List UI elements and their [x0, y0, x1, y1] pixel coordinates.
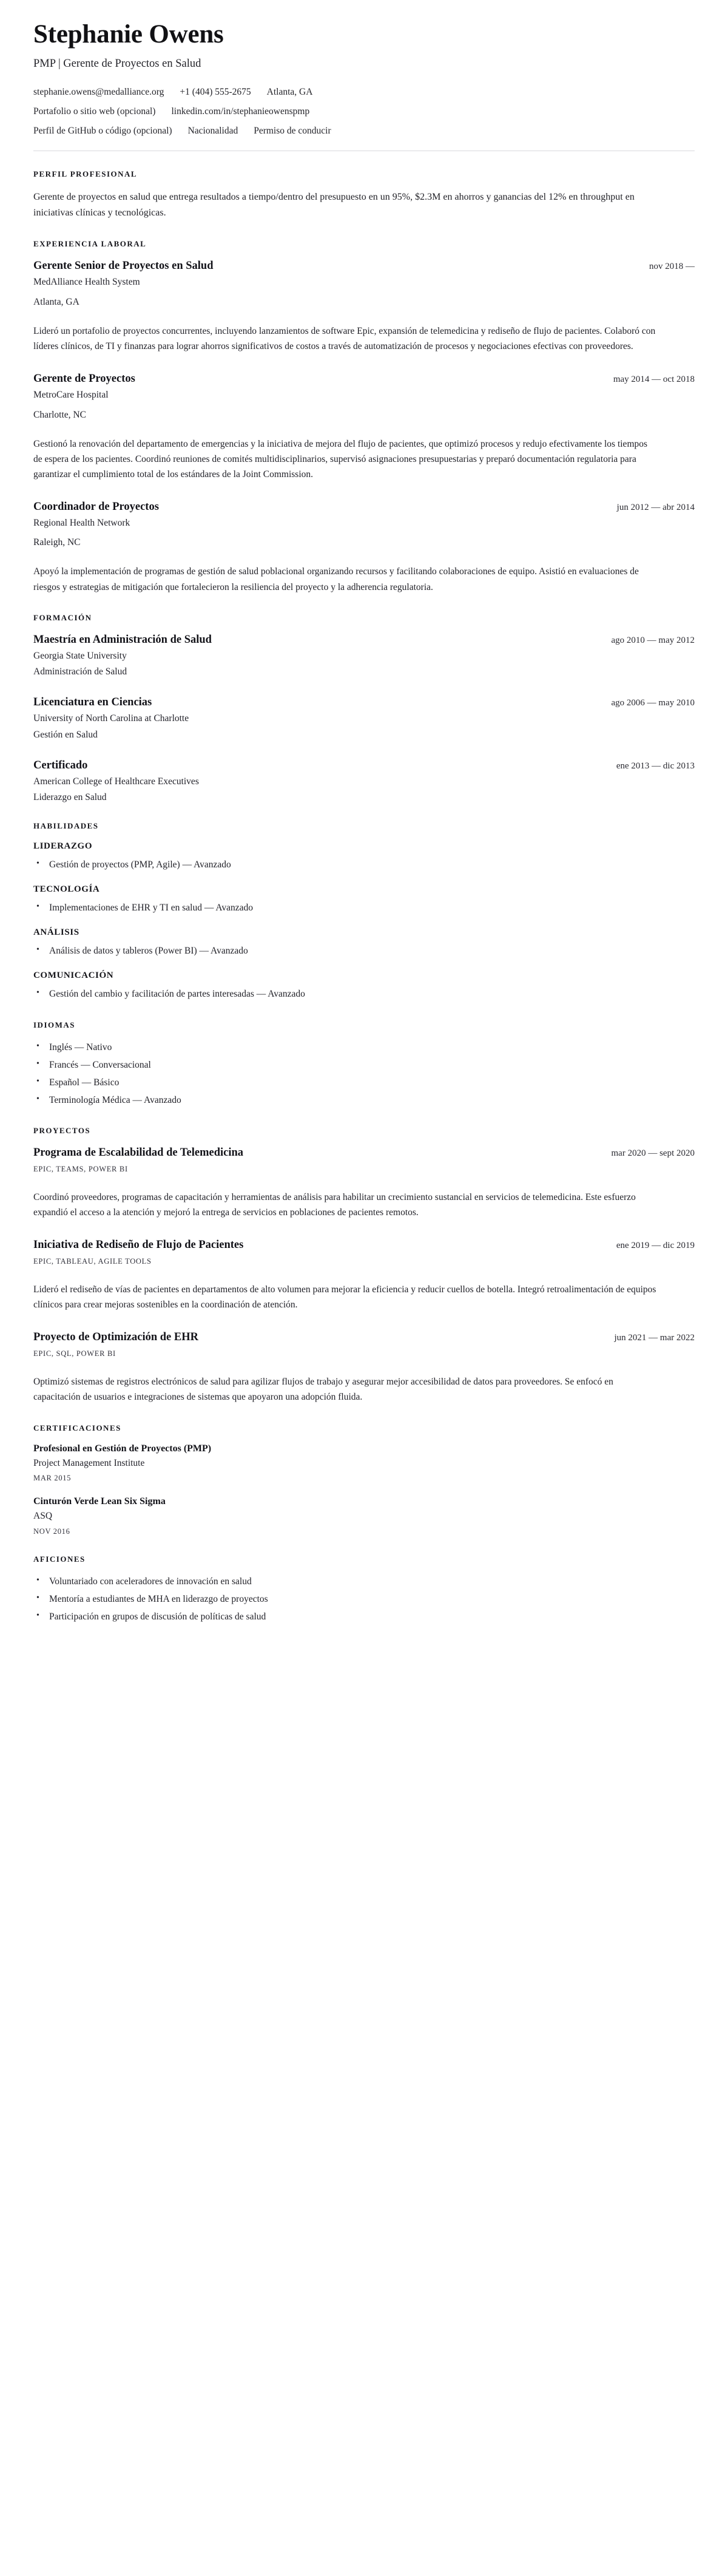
resume-header [33, 20, 695, 137]
contact-block [33, 87, 695, 137]
page-bottom-spacer [33, 1627, 695, 1652]
hobby-item: • Mentoría a estudiantes de MHA en liderazgo de proyectos [33, 1592, 695, 1607]
project-title: Proyecto de Optimización de EHR [33, 1331, 198, 1344]
contact-row-primary [33, 87, 695, 98]
degree-title: Licenciatura en Ciencias [33, 696, 152, 709]
degree-date-range: ene 2013 — dic 2013 [616, 761, 695, 771]
certification-issuer: Project Management Institute [33, 1457, 145, 1468]
section-hobbies [33, 1554, 695, 1624]
education-entry [33, 633, 695, 678]
project-description: Coordinó proveedores, programas de capacitación y herramientas de análisis para habilitar un crecimiento sustancial en servicios de telemedicina. Este esfuerzo expandió el acceso a la atención y mejoró la entrega de servicios en poblaciones de pacientes remotos. [33, 1191, 636, 1218]
section-languages [33, 1020, 695, 1108]
project-entry [33, 1238, 695, 1312]
certification-date: MAR 2015 [33, 1474, 72, 1483]
skill-item: • Análisis de datos y tableros (Power BI) — Avanzado [33, 944, 695, 958]
job-description: Lideró un portafolio de proyectos concurrentes, incluyendo lanzamientos de software Epic, expansión de telemedicina y rediseño de flujo de pacientes. Colaboró con líderes clínicos, de TI y finanzas para lograr ahorros significativos de costos a través de automatización de procesos y negociaciones efectivas con proveedores. [33, 325, 656, 351]
project-entry-head [33, 1238, 695, 1252]
project-entry [33, 1146, 695, 1220]
contact-email[interactable]: stephanie.owens@medalliance.org [33, 87, 164, 98]
job-date-range: nov 2018 — [649, 262, 695, 272]
skill-item: • Gestión del cambio y facilitación de partes interesadas — Avanzado [33, 987, 695, 1002]
project-tech-stack: EPIC, TABLEAU, AGILE TOOLS [33, 1257, 152, 1266]
section-title-projects: PROYECTOS [33, 1125, 91, 1135]
school-name: University of North Carolina at Charlotte [33, 713, 189, 724]
project-date-range: jun 2021 — mar 2022 [614, 1333, 695, 1343]
project-date-range: mar 2020 — sept 2020 [611, 1148, 695, 1158]
section-title-languages: IDIOMAS [33, 1020, 76, 1029]
language-item: • Francés — Conversacional [33, 1058, 695, 1073]
job-organization: MetroCare Hospital [33, 390, 109, 401]
skill-item: • Gestión de proyectos (PMP, Agile) — Avanzado [33, 858, 695, 872]
language-item: • Inglés — Nativo [33, 1040, 695, 1055]
project-tech-stack: EPIC, TEAMS, POWER BI [33, 1164, 128, 1173]
project-date-range: ene 2019 — dic 2019 [616, 1240, 695, 1250]
degree-date-range: ago 2010 — may 2012 [611, 635, 695, 645]
job-date-range: may 2014 — oct 2018 [613, 374, 695, 384]
section-title-education: FORMACIÓN [33, 612, 92, 622]
contact-nationality: Nacionalidad [187, 126, 238, 137]
skill-group-tecnologia [33, 884, 695, 915]
job-organization: Regional Health Network [33, 517, 130, 528]
certification-issuer: ASQ [33, 1511, 53, 1522]
section-skills [33, 821, 695, 1002]
experience-entry-head [33, 372, 695, 386]
skill-group-title: COMUNICACIÓN [33, 971, 114, 981]
section-title-profile: PERFIL PROFESIONAL [33, 169, 138, 179]
profile-summary-text: Gerente de proyectos en salud que entrega resultados a tiempo/dentro del presupuesto en un 95%, $2.3M en ahorros y ganancias del 12% en throughput en iniciativas clínicas y tecnológicas. [33, 192, 635, 219]
degree-title: Certificado [33, 759, 88, 771]
section-title-experience: EXPERIENCIA LABORAL [33, 239, 147, 249]
job-title: Gerente Senior de Proyectos en Salud [33, 260, 214, 273]
project-entry [33, 1330, 695, 1405]
contact-driving-license: Permiso de conducir [254, 126, 331, 137]
contact-linkedin[interactable]: linkedin.com/in/stephanieowenspmp [171, 106, 310, 117]
hobby-item: • Voluntariado con aceleradores de innovación en salud [33, 1574, 695, 1589]
experience-entry [33, 372, 695, 482]
language-item: • Español — Básico [33, 1076, 695, 1090]
degree-date-range: ago 2006 — may 2010 [611, 698, 695, 708]
job-date-range: jun 2012 — abr 2014 [616, 502, 695, 512]
section-projects [33, 1126, 695, 1405]
hobby-item: • Participación en grupos de discusión de políticas de salud [33, 1610, 695, 1624]
school-name: Georgia State University [33, 650, 127, 661]
job-organization: MedAlliance Health System [33, 277, 140, 288]
section-title-skills: HABILIDADES [33, 821, 99, 831]
experience-entry-head [33, 500, 695, 514]
project-description: Optimizó sistemas de registros electrónicos de salud para agilizar flujos de trabajo y asegurar mejor accesibilidad de datos para proveedores. Se enfocó en capacitación de usuarios e integraciones de sistemas que apoyaron una adopción fluida. [33, 1377, 613, 1403]
degree-title: Maestría en Administración de Salud [33, 633, 212, 646]
job-title: Gerente de Proyectos [33, 372, 135, 385]
project-description: Lideró el rediseño de vías de pacientes en departamentos de alto volumen para mejorar la eficiencia y reducir cuellos de botella. Integró retroalimentación de equipos clínicos para crear mejoras sostenibles en la coordinación de atención. [33, 1284, 656, 1310]
contact-row-web [33, 106, 695, 117]
project-tech-stack: EPIC, SQL, POWER BI [33, 1349, 116, 1358]
education-entry-head [33, 696, 695, 710]
skill-item: • Implementaciones de EHR y TI en salud — Avanzado [33, 901, 695, 915]
resume-page [0, 20, 728, 1652]
skill-group-liderazgo [33, 841, 695, 872]
contact-phone[interactable]: +1 (404) 555-2675 [180, 87, 251, 98]
section-title-hobbies: AFICIONES [33, 1554, 86, 1564]
experience-entry [33, 500, 695, 595]
field-of-study: Liderazgo en Salud [33, 792, 107, 803]
certification-name: Cinturón Verde Lean Six Sigma [33, 1496, 166, 1507]
education-entry-head [33, 633, 695, 647]
contact-github[interactable]: Perfil de GitHub o código (opcional) [33, 126, 172, 137]
certification-entry [33, 1496, 695, 1536]
skill-list [33, 901, 695, 915]
candidate-headline: PMP | Gerente de Proyectos en Salud [33, 58, 201, 70]
language-list [33, 1040, 695, 1108]
contact-row-extra [33, 126, 695, 137]
project-title: Iniciativa de Rediseño de Flujo de Pacientes [33, 1238, 244, 1251]
certification-name: Profesional en Gestión de Proyectos (PMP) [33, 1443, 212, 1454]
experience-entry [33, 259, 695, 354]
candidate-name: Stephanie Owens [33, 20, 224, 49]
skill-group-analisis [33, 927, 695, 958]
experience-entry-head [33, 259, 695, 273]
contact-location: Atlanta, GA [266, 87, 313, 98]
skill-group-title: ANÁLISIS [33, 927, 79, 938]
project-entry-head [33, 1146, 695, 1160]
project-title: Programa de Escalabilidad de Telemedicina [33, 1146, 244, 1159]
section-education [33, 613, 695, 804]
field-of-study: Gestión en Salud [33, 729, 98, 740]
education-entry-head [33, 759, 695, 773]
skill-group-title: LIDERAZGO [33, 841, 93, 852]
certification-entry [33, 1443, 695, 1483]
skill-list [33, 858, 695, 872]
skill-list [33, 944, 695, 958]
field-of-study: Administración de Salud [33, 666, 127, 677]
contact-portfolio[interactable]: Portafolio o sitio web (opcional) [33, 106, 156, 117]
job-location: Atlanta, GA [33, 296, 79, 307]
job-title: Coordinador de Proyectos [33, 500, 159, 513]
job-description: Gestionó la renovación del departamento de emergencias y la iniciativa de mejora del flujo de pacientes, que optimizó procesos y redujo efectivamente los tiempos de espera de los pacientes. Coordinó reuniones de comités multidisciplinarios, supervisó asignaciones presupuestarias y preparó documentación regulatoria para garantizar el cumplimiento total de los estándares de la Joint Commission. [33, 438, 648, 480]
job-description: Apoyó la implementación de programas de gestión de salud poblacional organizando recursos y facilitando colaboraciones de equipo. Asistió en evaluaciones de riesgos y estrategias de mitigación que fortalecieron la resiliencia del proyecto y la adherencia regulatoria. [33, 566, 639, 592]
education-entry [33, 696, 695, 741]
section-title-certifications: CERTIFICACIONES [33, 1423, 121, 1432]
hobby-list [33, 1574, 695, 1624]
section-certifications [33, 1423, 695, 1536]
education-entry [33, 759, 695, 804]
job-location: Raleigh, NC [33, 537, 81, 548]
skill-group-title: TECNOLOGÍA [33, 884, 100, 895]
section-profile [33, 169, 695, 221]
certification-date: NOV 2016 [33, 1527, 70, 1536]
school-name: American College of Healthcare Executives [33, 776, 199, 787]
skill-group-comunicacion [33, 971, 695, 1002]
section-experience [33, 239, 695, 595]
language-item: • Terminología Médica — Avanzado [33, 1093, 695, 1108]
job-location: Charlotte, NC [33, 409, 86, 420]
project-entry-head [33, 1330, 695, 1344]
skill-list [33, 987, 695, 1002]
